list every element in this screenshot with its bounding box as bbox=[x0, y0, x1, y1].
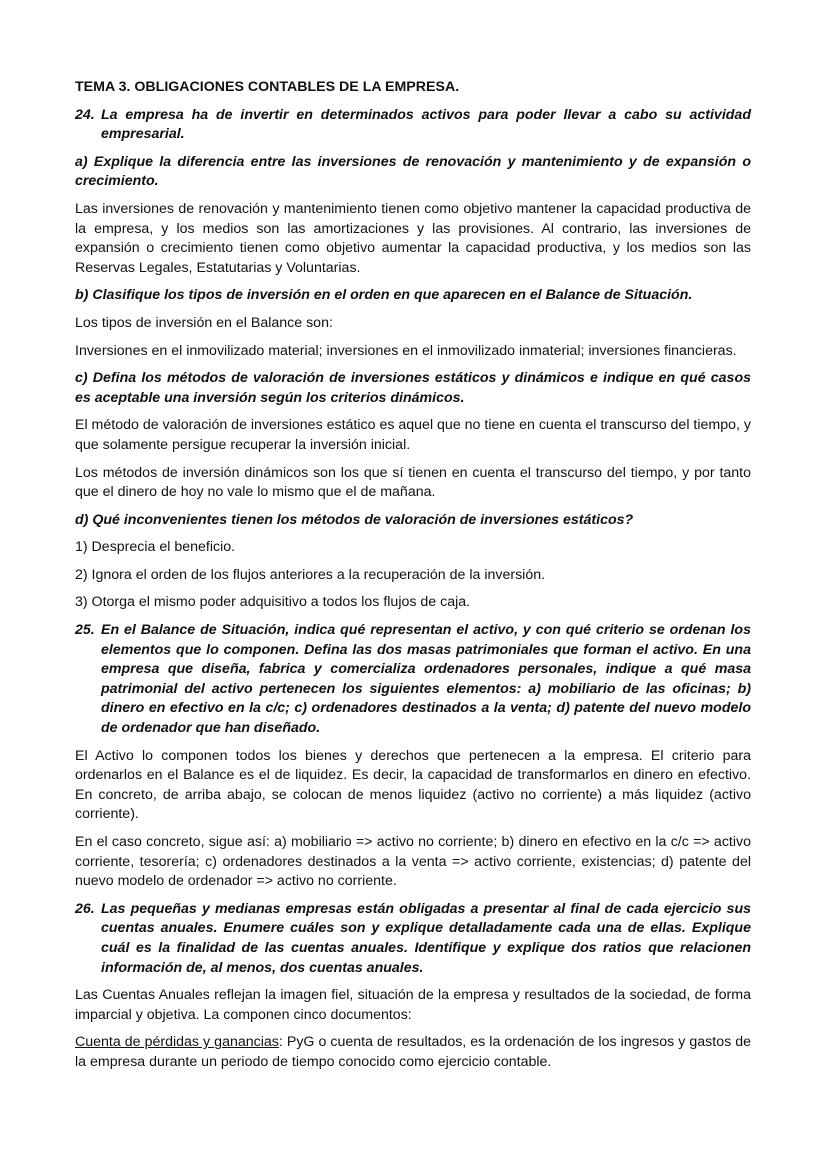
question-24 bbox=[75, 106, 751, 145]
underlined-term: Cuenta de pérdidas y ganancias bbox=[75, 1034, 279, 1051]
document-title: TEMA 3. OBLIGACIONES CONTABLES DE LA EMPRESA. bbox=[75, 79, 460, 95]
answer-paragraph: En el caso concreto, sigue así: a) mobiliario => activo no corriente; b) dinero en efectivo en la c/c => activo corriente, tesorería; c) ordenadores destinados a la venta => activo corriente, existencias; d) patente del nuevo modelo de ordenador => activo no corriente. bbox=[75, 834, 751, 890]
question-text: Las pequeñas y medianas empresas están obligadas a presentar al final de cada ejercicio sus cuentas anuales. Enumere cuáles son y explique detalladamente cada una de ellas. Explique cuál es la finalidad de las cuentas anuales. Identifique y explique dos ratios que relacionen información de, al menos, dos cuentas anuales. bbox=[101, 900, 751, 976]
question-number: 26. bbox=[75, 900, 95, 917]
sub-question-d: d) Qué inconvenientes tienen los métodos de valoración de inversiones estáticos? bbox=[75, 511, 634, 528]
answer-paragraph: Los métodos de inversión dinámicos son los que sí tienen en cuenta el transcurso del tiempo, y por tanto que el dinero de hoy no vale lo mismo que el de mañana. bbox=[75, 464, 751, 501]
sub-question-c: c) Defina los métodos de valoración de inversiones estáticos y dinámicos e indique en qué casos es aceptable una inversión según los criterios dinámicos. bbox=[75, 370, 751, 406]
answer-paragraph: Las Cuentas Anuales reflejan la imagen fiel, situación de la empresa y resultados de la sociedad, de forma imparcial y objetiva. La componen cinco documentos: bbox=[75, 987, 751, 1023]
term-definition: : PyG o cuenta de resultados, es la ordenación de los ingresos y gastos de la empresa durante un periodo de tiempo conocido como ejercicio contable. bbox=[75, 1034, 751, 1070]
sub-question-a: a) Explique la diferencia entre las inversiones de renovación y mantenimiento y de expansión o crecimiento. bbox=[75, 153, 751, 190]
question-26 bbox=[75, 900, 751, 978]
question-25 bbox=[75, 621, 751, 739]
sub-question-b: b) Clasifique los tipos de inversión en el orden en que aparecen en el Balance de Situación. bbox=[75, 287, 693, 304]
list-item: 2) Ignora el orden de los flujos anteriores a la recuperación de la inversión. bbox=[75, 566, 546, 583]
question-number: 25. bbox=[75, 622, 95, 639]
question-number: 24. bbox=[75, 106, 95, 123]
answer-paragraph bbox=[75, 1033, 751, 1072]
answer-paragraph: El método de valoración de inversiones estático es aquel que no tiene en cuenta el transcurso del tiempo, y que solamente persigue recuperar la inversión inicial. bbox=[75, 417, 751, 453]
list-item: 1) Desprecia el beneficio. bbox=[75, 539, 236, 556]
list-item: 3) Otorga el mismo poder adquisitivo a todos los flujos de caja. bbox=[75, 594, 471, 611]
question-text: La empresa ha de invertir en determinados activos para poder llevar a cabo su actividad empresarial. bbox=[101, 106, 751, 143]
answer-paragraph: Las inversiones de renovación y mantenimiento tienen como objetivo mantener la capacidad productiva de la empresa, y los medios son las amortizaciones y las provisiones. Al contrario, las inversiones de expansión o crecimiento tienen como objetivo aumentar la capacidad productiva, y los medios son las Reservas Legales, Estatutarias y Voluntarias. bbox=[75, 200, 751, 276]
answer-paragraph: Inversiones en el inmovilizado material; inversiones en el inmovilizado inmaterial; inversiones financieras. bbox=[75, 342, 737, 359]
question-text: En el Balance de Situación, indica qué representan el activo, y con qué criterio se ordenan los elementos que lo componen. Defina las dos masas patrimoniales que forman el activo. En una empresa que diseña, fabrica y comercializa ordenadores personales, indique a qué masa patrimonial del activo pertenecen los siguientes elementos: a) mobiliario de las oficinas; b) dinero en efectivo en la c/c; c) ordenadores destinados a la venta; d) patente del nuevo modelo de ordenador que han diseñado. bbox=[101, 622, 751, 737]
answer-paragraph: Los tipos de inversión en el Balance son: bbox=[75, 314, 333, 331]
answer-paragraph: El Activo lo componen todos los bienes y derechos que pertenecen a la empresa. El criterio para ordenarlos en el Balance es el de liquidez. Es decir, la capacidad de transformarlos en dinero en efectivo. En concreto, de arriba abajo, se colocan de menos liquidez (activo no corriente) a más liquidez (activo corriente). bbox=[75, 747, 751, 823]
